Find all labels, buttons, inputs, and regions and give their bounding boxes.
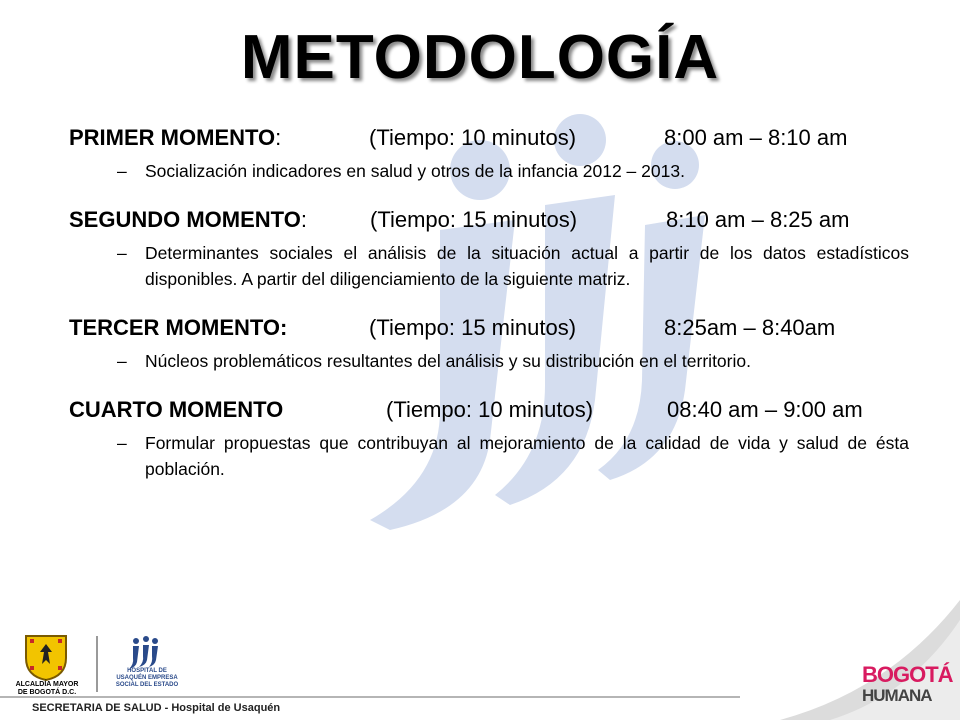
- bogota-humana-line1: BOGOTÁ: [862, 662, 953, 687]
- moment-4-range: 08:40 am – 9:00 am: [667, 397, 863, 422]
- moment-4-time: (Tiempo: 10 minutos): [386, 397, 594, 422]
- moment-2-time: (Tiempo: 15 minutos): [370, 207, 578, 232]
- moment-4-description: – Formular propuestas que contribuyan al mejoramiento de la calidad de vida y salud de ésta población.: [69, 430, 909, 482]
- moment-3-name: TERCER MOMENTO:: [69, 315, 288, 340]
- moment-1-name: PRIMER MOMENTO:: [69, 125, 282, 150]
- footer-horizontal-divider: [0, 696, 740, 698]
- moment-2-heading: [69, 206, 909, 234]
- alcaldia-shield-logo: [18, 630, 74, 682]
- moment-2-range: 8:10 am – 8:25 am: [666, 207, 850, 232]
- bullet-dash: –: [117, 243, 127, 263]
- moments-list: [69, 124, 909, 482]
- footer-text: SECRETARIA DE SALUD - Hospital de Usaquén: [32, 702, 281, 714]
- hospital-logo: [124, 636, 164, 670]
- moment-4-heading: [69, 396, 909, 424]
- moment-2-name: SEGUNDO MOMENTO:: [69, 207, 307, 232]
- moment-1-time: (Tiempo: 10 minutos): [369, 125, 577, 150]
- moment-1-range: 8:00 am – 8:10 am: [664, 125, 848, 150]
- moment-1-description: – Socialización indicadores en salud y otros de la infancia 2012 – 2013.: [69, 158, 909, 184]
- moment-3-range: 8:25am – 8:40am: [664, 315, 836, 340]
- bullet-dash: –: [117, 433, 127, 453]
- bogota-humana-line2: HUMANA: [862, 686, 932, 705]
- moment-3-heading: [69, 314, 909, 342]
- moment-3-description: – Núcleos problemáticos resultantes del análisis y su distribución en el territorio.: [69, 348, 909, 374]
- alcaldia-caption: ALCALDÍA MAYOR DE BOGOTÁ D.C.: [15, 681, 79, 696]
- moment-4-name: CUARTO MOMENTO: [69, 397, 284, 422]
- moment-1-heading: [69, 124, 909, 152]
- bullet-dash: –: [117, 351, 127, 371]
- moment-2-description: – Determinantes sociales el análisis de la situación actual a partir de los datos estadísticos disponibles. A partir del diligenciamiento de la siguiente matriz.: [69, 240, 909, 292]
- bullet-dash: –: [117, 161, 127, 181]
- hospital-caption: HOSPITAL DE USAQUÉN EMPRESA SOCIAL DEL ESTADO: [115, 668, 179, 688]
- bogota-humana-logo: [862, 664, 953, 706]
- footer-vertical-divider: [96, 636, 98, 692]
- slide-title: METODOLOGÍA: [240, 23, 720, 92]
- moment-3-time: (Tiempo: 15 minutos): [369, 315, 577, 340]
